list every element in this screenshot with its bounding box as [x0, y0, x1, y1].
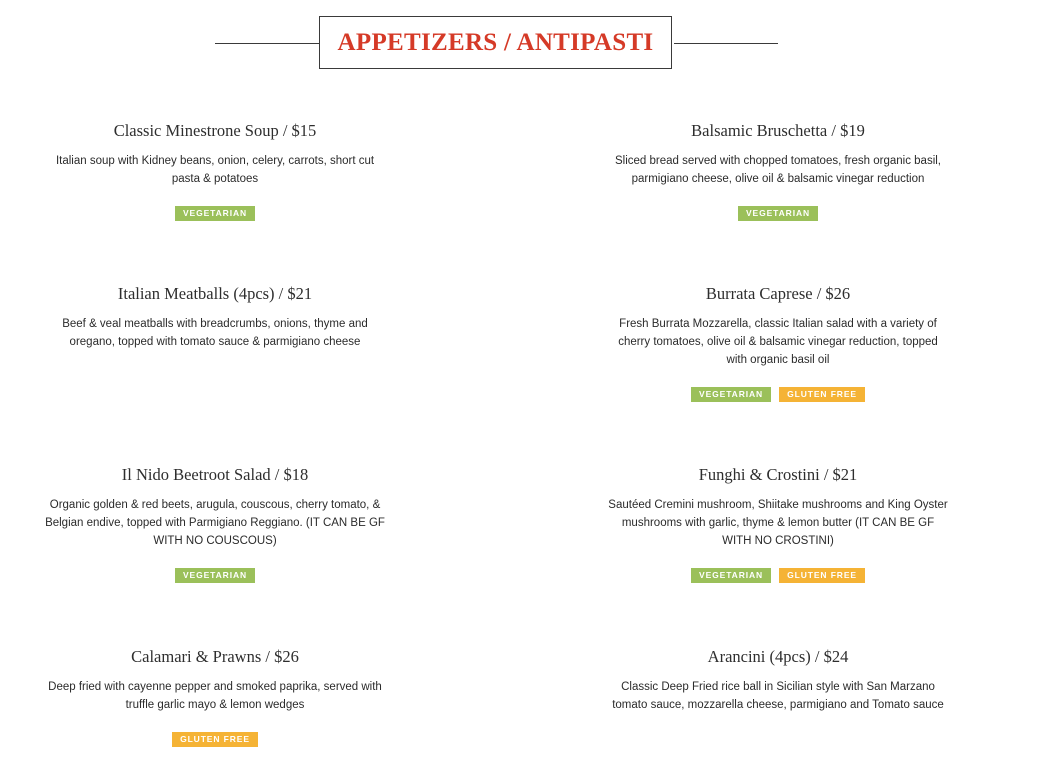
item-name: Calamari & Prawns / $26 [131, 647, 299, 666]
item-tags [45, 568, 385, 583]
menu-item-meatballs [45, 284, 385, 351]
vegetarian-badge: VEGETARIAN [691, 568, 771, 583]
section-title: APPETIZERS / ANTIPASTI [337, 28, 654, 56]
item-description: Fresh Burrata Mozzarella, classic Italian salad with a variety of cherry tomatoes, olive oil & balsamic vinegar reduction, topped with organic basil oil [618, 318, 938, 366]
item-name: Classic Minestrone Soup / $15 [113, 121, 317, 140]
menu-item-funghi-crostini [608, 465, 948, 583]
item-description: Classic Deep Fried rice ball in Sicilian style with San Marzano tomato sauce, mozzarella cheese, parmigiano and Tomato sauce [612, 681, 944, 711]
vegetarian-badge: VEGETARIAN [175, 568, 255, 583]
section-title-box [319, 16, 672, 69]
menu-item-calamari-prawns [45, 647, 385, 747]
vegetarian-badge: VEGETARIAN [691, 387, 771, 402]
menu-item-minestrone [45, 121, 385, 221]
gluten-free-badge: GLUTEN FREE [779, 568, 865, 583]
header-rule-left [215, 43, 319, 44]
item-description: Beef & veal meatballs with breadcrumbs, onions, thyme and oregano, topped with tomato sauce & parmigiano cheese [62, 318, 368, 348]
item-name: Funghi & Crostini / $21 [698, 465, 858, 484]
vegetarian-badge: VEGETARIAN [175, 206, 255, 221]
item-tags [608, 568, 948, 583]
item-description: Deep fried with cayenne pepper and smoked paprika, served with truffle garlic mayo & lemon wedges [48, 681, 382, 711]
menu-item-bruschetta [608, 121, 948, 221]
item-description: Organic golden & red beets, arugula, couscous, cherry tomato, & Belgian endive, topped with Parmigiano Reggiano. (IT CAN BE GF WITH NO COUSCOUS) [45, 499, 385, 547]
item-tags [45, 206, 385, 221]
menu-item-burrata [608, 284, 948, 402]
item-name: Arancini (4pcs) / $24 [707, 647, 849, 666]
item-description: Italian soup with Kidney beans, onion, celery, carrots, short cut pasta & potatoes [55, 155, 375, 185]
gluten-free-badge: GLUTEN FREE [779, 387, 865, 402]
section-header [0, 16, 1000, 72]
item-name: Burrata Caprese / $26 [705, 284, 851, 303]
item-name: Balsamic Bruschetta / $19 [691, 121, 865, 140]
item-name: Il Nido Beetroot Salad / $18 [121, 465, 309, 484]
vegetarian-badge: VEGETARIAN [738, 206, 818, 221]
item-name: Italian Meatballs (4pcs) / $21 [117, 284, 313, 303]
menu-item-beetroot-salad [45, 465, 385, 583]
item-description: Sliced bread served with chopped tomatoes, fresh organic basil, parmigiano cheese, olive oil & balsamic vinegar reduction [614, 155, 941, 185]
item-description: Sautéed Cremini mushroom, Shiitake mushrooms and King Oyster mushrooms with garlic, thyme & lemon butter (IT CAN BE GF WITH NO CROSTINI) [608, 499, 948, 547]
menu-item-arancini [608, 647, 948, 714]
gluten-free-badge: GLUTEN FREE [172, 732, 258, 747]
header-rule-right [674, 43, 778, 44]
item-tags [608, 206, 948, 221]
item-tags [608, 387, 948, 402]
item-tags [45, 732, 385, 747]
